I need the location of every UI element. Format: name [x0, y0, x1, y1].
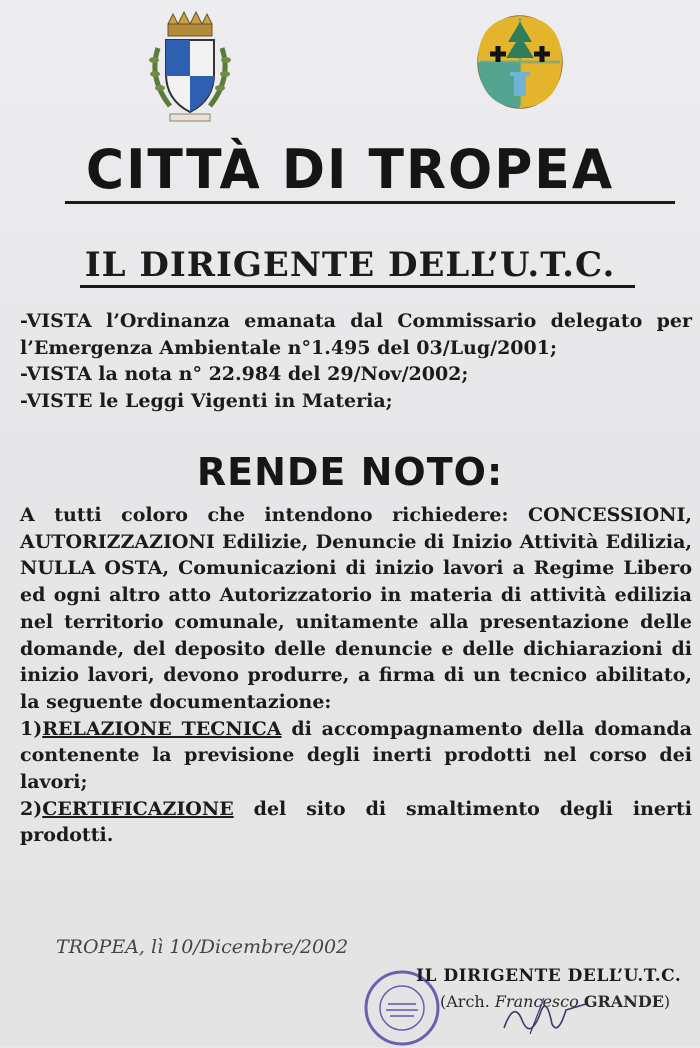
premise-item: -VISTA l’Ordinanza emanata dal Commissario delegato per l’Emergenza Ambientale n°1.495 del 03/Lug/2001; — [20, 310, 692, 359]
item-heading: RELAZIONE TECNICA — [42, 717, 282, 740]
item-number: 2) — [20, 797, 43, 820]
item-heading: CERTIFICAZIONE — [42, 797, 234, 820]
title-rule — [65, 201, 675, 204]
signatory-last-name: GRANDE — [583, 992, 664, 1011]
main-paragraph: A tutti coloro che intendono richiedere: CONCESSIONI, AUTORIZZAZIONI Edilizie, Denuncie di Inizio Attività Edilizia, NULLA OSTA, Comunicazioni di inizio lavori a Regime Libero ed ogni altro atto Autorizzatorio in materia di attività edilizia nel territorio comunale, unitamente alla presentazione delle domande, del deposito delle denuncie e delle dichiarazioni di inizio lavori, devono produrre, a firma di un tecnico abilitato, la seguente documentazione: — [20, 504, 692, 713]
signatory-first-name: Francesco — [494, 992, 579, 1011]
office-title: IL DIRIGENTE DELL’U.T.C. — [84, 245, 616, 285]
city-title: CITTÀ DI TROPEA — [85, 138, 615, 202]
tropea-coat-of-arms-icon — [140, 8, 240, 126]
signatory-name: (Arch. Francesco GRANDE) — [440, 992, 671, 1011]
premises-block — [20, 308, 692, 415]
item-text: del sito di smaltimento degli inerti prodotti. — [20, 797, 692, 847]
handwritten-signature-icon — [500, 990, 590, 1040]
office-title-rule — [80, 285, 635, 288]
announcement-heading: RENDE NOTO: — [196, 450, 504, 494]
premise-item: -VISTA la nota n° 22.984 del 29/Nov/2002; — [20, 363, 469, 386]
item-number: 1) — [20, 717, 43, 740]
requirement-item-2 — [20, 796, 692, 849]
main-body — [20, 502, 692, 849]
premise-item: -VISTE le Leggi Vigenti in Materia; — [20, 390, 393, 413]
calabria-region-emblem-icon — [476, 14, 564, 112]
signatory-title: IL DIRIGENTE DELL’U.T.C. — [416, 966, 682, 986]
dateline: TROPEA, lì 10/Dicembre/2002 — [56, 936, 349, 958]
requirement-item-1 — [20, 716, 692, 796]
item-text: di accompagnamento della domanda contenente la previsione degli inerti prodotti nel corso dei lavori; — [20, 717, 692, 794]
